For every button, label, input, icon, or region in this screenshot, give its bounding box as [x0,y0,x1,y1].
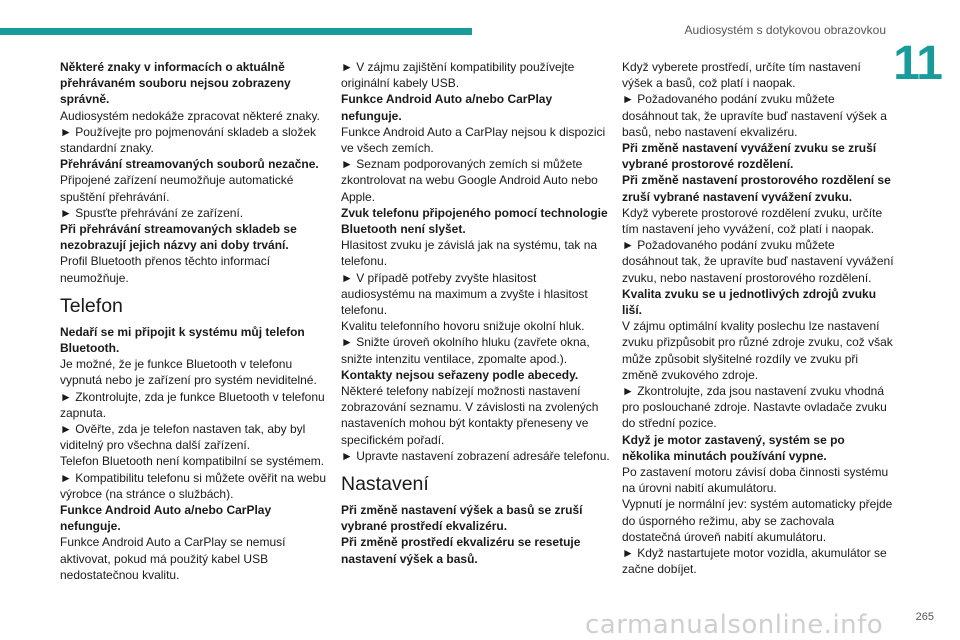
body-paragraph: Některé telefony nabízejí možnosti nastavení zobrazování seznamu. V závislosti na zvolených nastaveních mohou být kontakty přeneseny ve specifickém pořadí. [341,384,599,447]
body-paragraph: Po zastavení motoru závisí doba činnosti systému na úrovni nabití akumulátoru. [622,465,889,496]
body-paragraph: ► Kompatibilitu telefonu si můžete ověřit na webu výrobce (na stránce o službách). [60,470,327,501]
body-paragraph: ► Zkontrolujte, zda jsou nastavení zvuku vhodná pro poslouchané zdroje. Nastavte ovladače zvuku do střední pozice. [622,384,887,431]
body-paragraph: V zájmu optimální kvality poslechu lze nastavení zvuku přizpůsobit pro různé zdroje zvuku, což však může způsobit slyšitelné rozdíly ve zvuku při změně zvukového zdroje. [622,319,893,382]
body-paragraph: Když vyberete prostorové rozdělení zvuku, určíte tím nastavení jeho vyvážení, což platí i naopak. [622,205,883,237]
running-head: Audiosystém s dotykovou obrazovkou [684,23,886,37]
question-heading: Při změně nastavení vyvážení zvuku se zruší vybrané prostorové rozdělení. [622,141,877,172]
body-paragraph: ► Snižte úroveň okolního hluku (zavřete okna, snižte intenzitu ventilace, zpomalte apod.). [341,335,590,366]
body-paragraph: Hlasitost zvuku je závislá jak na systému, tak na telefonu. [341,238,598,269]
body-paragraph: ► Když nastartujete motor vozidla, akumulátor se začne dobíjet. [622,546,887,577]
section-title: Nastavení [341,473,429,496]
body-paragraph: ► Požadovaného podání zvuku můžete dosáhnout tak, že upravíte buď nastavení výšek a basů, nebo nastavení ekvalizéru. [622,92,887,139]
question-heading: Kontakty nejsou seřazeny podle abecedy. [341,367,579,382]
body-paragraph: Vypnutí je normální jev: systém automaticky přejde do úsporného režimu, aby se zachovala dostatečná úroveň nabití akumulátoru. [622,497,893,544]
body-paragraph: Profil Bluetooth přenos těchto informací neumožňuje. [60,254,271,285]
text-column-3 [622,59,894,578]
question-heading: Při přehrávání streamovaných skladeb se nezobrazují jejich názvy ani doby trvání. [60,222,297,253]
body-paragraph: ► Používejte pro pojmenování skladeb a složek standardní znaky. [60,124,317,156]
chapter-number: 11 [893,37,942,90]
question-heading: Při změně prostředí ekvalizéru se resetuje nastavení výšek a basů. [341,535,581,566]
body-paragraph: Připojené zařízení neumožňuje automatické spuštění přehrávání. [60,173,294,204]
question-heading: Některé znaky v informacích o aktuálně přehrávaném souboru nejsou zobrazeny správně. [60,60,291,107]
body-paragraph: ► Zkontrolujte, zda je funkce Bluetooth v telefonu zapnuta. [60,389,325,420]
body-paragraph: Kvalitu telefonního hovoru snižuje okolní hluk. [341,319,585,334]
question-heading: Funkce Android Auto a/nebo CarPlay nefunguje. [341,92,553,123]
body-paragraph: ► Spusťte přehrávání ze zařízení. [60,205,244,220]
section-title: Telefon [60,294,123,317]
body-paragraph: Audiosystém nedokáže zpracovat některé znaky. [60,108,320,123]
text-column-1 [60,59,332,583]
body-paragraph: Je možné, že je funkce Bluetooth v telefonu vypnutá nebo je zařízení pro systém neviditelné. [60,357,317,388]
body-paragraph: ► V případě potřeby zvyšte hlasitost audiosystému na maximum a zvyšte i hlasitost telefonu. [341,270,588,318]
body-paragraph: ► Ověřte, zda je telefon nastaven tak, aby byl viditelný pro všechna další zařízení. [60,422,306,453]
body-paragraph: ► Upravte nastavení zobrazení adresáře telefonu. [341,448,610,463]
question-heading: Když je motor zastavený, systém se po několika minutách používání vypne. [622,432,845,463]
body-paragraph: ► Požadovaného podání zvuku můžete dosáhnout tak, že upravíte buď nastavení vyvážení zvuku, nebo nastavení prostorového rozdělení. [622,238,894,285]
body-paragraph: Funkce Android Auto a CarPlay nejsou k dispozici ve všech zemích. [341,124,606,156]
body-paragraph: Funkce Android Auto a CarPlay se nemusí aktivovat, pokud má použitý kabel USB nedostatečnou kvalitu. [60,535,286,582]
body-paragraph: Když vyberete prostředí, určíte tím nastavení výšek a basů, což platí i naopak. [622,60,861,91]
text-column-2 [341,59,613,567]
body-paragraph: ► Seznam podporovaných zemích si můžete zkontrolovat na webu Google Android Auto nebo Apple. [341,157,598,204]
body-paragraph: ► V zájmu zajištění kompatibility používejte originální kabely USB. [341,60,575,91]
watermark: carmanualsonline.info [585,610,884,640]
question-heading: Zvuk telefonu připojeného pomocí technologie Bluetooth není slyšet. [341,205,608,237]
question-heading: Při změně nastavení prostorového rozdělení se zruší vybrané nastavení vyvážení zvuku. [622,173,891,204]
body-paragraph: Telefon Bluetooth není kompatibilní se systémem. [60,454,325,469]
question-heading: Kvalita zvuku se u jednotlivých zdrojů zvuku liší. [622,286,877,318]
header-accent-bar [0,28,472,35]
question-heading: Nedaří se mi připojit k systému můj telefon Bluetooth. [60,324,305,356]
question-heading: Funkce Android Auto a/nebo CarPlay nefunguje. [60,503,272,534]
question-heading: Při změně nastavení výšek a basů se zruší vybrané prostředí ekvalizéru. [341,503,583,534]
question-heading: Přehrávání streamovaných souborů nezačne. [60,157,319,172]
page-number: 265 [915,611,934,623]
